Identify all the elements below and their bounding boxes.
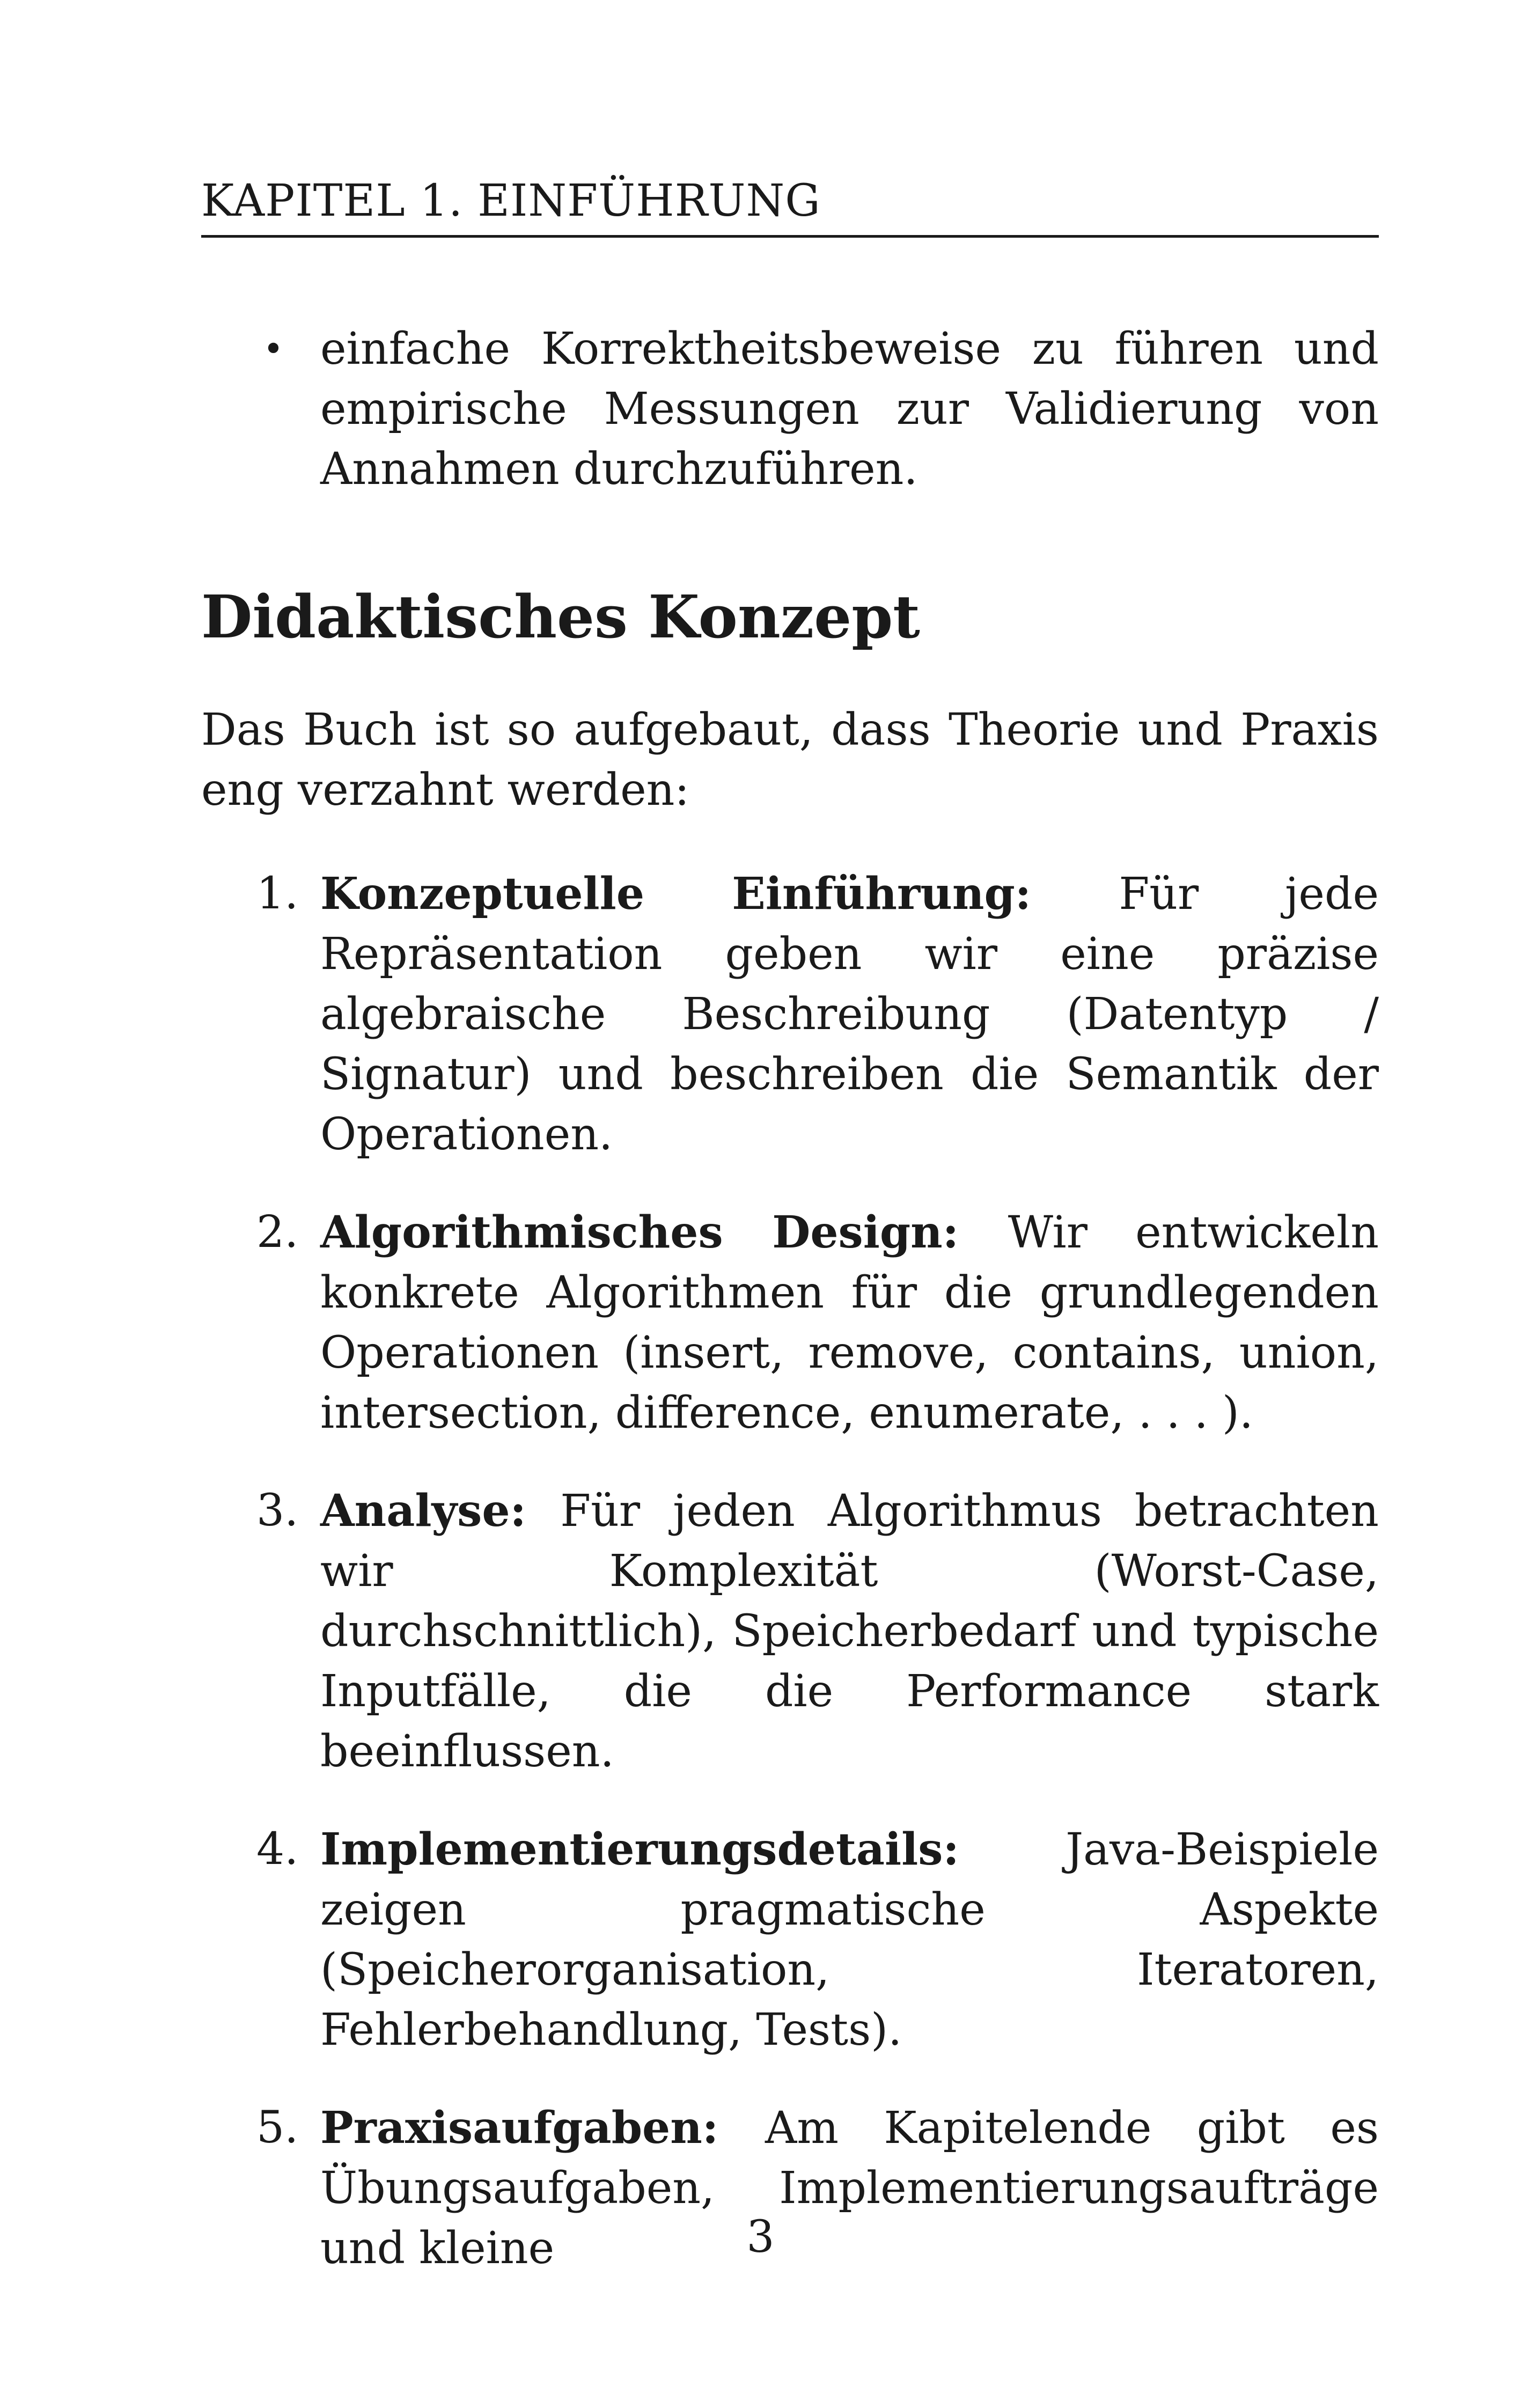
item-number: 2. (256, 1207, 299, 1258)
bullet-list (201, 319, 1379, 500)
item-number: 4. (256, 1824, 299, 1875)
item-text: Für jede Repräsentation geben wir eine präzise algebraische Beschreibung (Datentyp / Signatur) und beschreiben die Semantik der Operationen. (320, 869, 1379, 1160)
item-term: Implementierungsdetails: (320, 1824, 1066, 1875)
item-text: Am Kapitelende gibt es Übungsaufgaben, Implementierungsaufträge und kleine (320, 2103, 1379, 2274)
list-item (201, 1202, 1379, 1443)
item-number: 1. (256, 868, 299, 919)
bullet-text: einfache Korrektheitsbeweise zu führen und empirische Messungen zur Validierung von Annahmen durchzuführen. (320, 324, 1379, 495)
item-number: 3. (256, 1485, 299, 1536)
item-term: Algorithmisches Design: (320, 1207, 1008, 1258)
intro-paragraph: Das Buch ist so aufgebaut, dass Theorie und Praxis eng verzahnt werden: (201, 704, 1379, 816)
item-text: Wir entwickeln konkrete Algorithmen für die grundlegenden Operationen (insert, remove, contains, union, intersection, difference, enumerate, . . . ). (320, 1207, 1379, 1438)
running-head: KAPITEL 1. EINFÜHRUNG (201, 175, 821, 226)
page-number: 3 (746, 2212, 775, 2263)
item-term: Konzeptuelle Einführung: (320, 868, 1119, 920)
list-item (201, 1819, 1379, 2060)
item-term: Analyse: (320, 1485, 561, 1537)
page-header (201, 174, 1379, 238)
item-term: Praxisaufgaben: (320, 2102, 766, 2154)
bullet-marker: • (263, 328, 284, 370)
item-text: Für jeden Algorithmus betrachten wir Komplexität (Worst-Case, durchschnittlich), Speicherbedarf und typische Inputfälle, die die Performance stark beeinflussen. (320, 1486, 1379, 1777)
list-item (201, 1481, 1379, 1782)
list-item (201, 319, 1379, 500)
enumerated-list (201, 864, 1379, 2316)
list-item (201, 864, 1379, 1165)
item-text: Java-Beispiele zeigen pragmatische Aspekte (Speicherorganisation, Iteratoren, Fehlerbehandlung, Tests). (320, 1824, 1379, 2055)
section-title: Didaktisches Konzept (201, 582, 920, 651)
item-number: 5. (256, 2102, 299, 2153)
